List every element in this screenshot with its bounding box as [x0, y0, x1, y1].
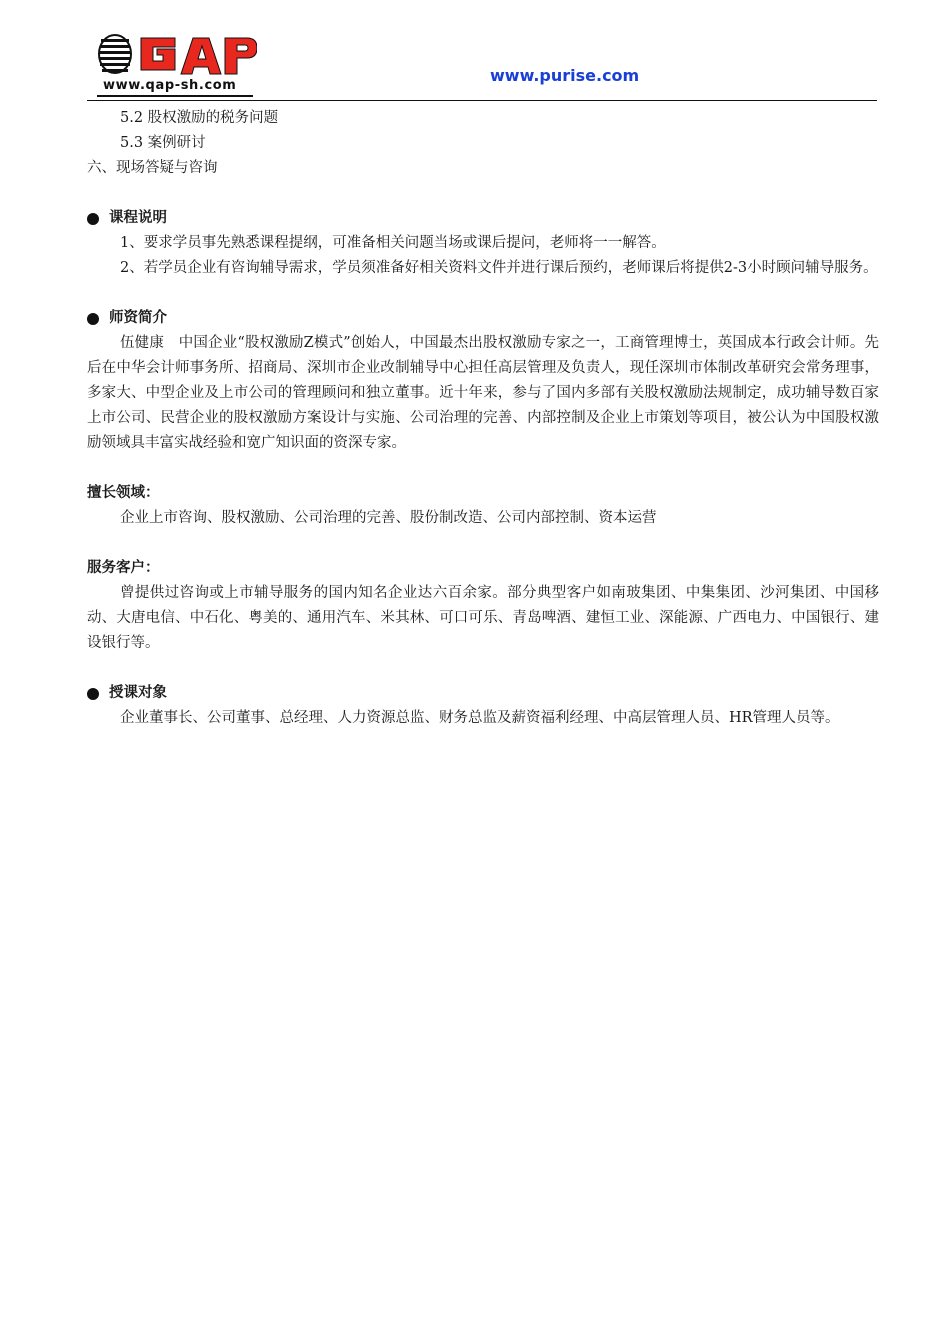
- teacher-heading: [87, 306, 879, 331]
- outline-item: 5.2 股权激励的税务问题: [120, 110, 279, 126]
- header-divider: [87, 100, 877, 101]
- course-notes-title: 课程说明: [109, 210, 167, 226]
- course-note-2: 2、若学员企业有咨询辅导需求，学员须准备好相关资料文件并进行课后预约，老师课后将提供2-3小时顾问辅导服务。: [120, 260, 878, 276]
- audience-heading: [87, 681, 879, 706]
- audience-text: 企业董事长、公司董事、总经理、人力资源总监、财务总监及薪资福利经理、中高层管理人员、HR管理人员等。: [120, 710, 840, 726]
- gap-logo-icon: [97, 30, 257, 78]
- outline-item: 5.3 案例研讨: [120, 135, 206, 151]
- logo-underline: [97, 95, 253, 97]
- clients-heading: 服务客户：: [87, 560, 160, 576]
- audience-title: 授课对象: [109, 685, 167, 701]
- bullet-icon: [87, 688, 99, 700]
- logo-url-text: www.qap-sh.com: [103, 78, 237, 93]
- bullet-icon: [87, 313, 99, 325]
- expertise-text: 企业上市咨询、股权激励、公司治理的完善、股份制改造、公司内部控制、资本运营: [120, 510, 657, 526]
- page-header: [87, 24, 877, 102]
- site-url-link[interactable]: www.purise.com: [490, 66, 640, 85]
- document-body: [87, 106, 879, 731]
- bullet-icon: [87, 213, 99, 225]
- course-notes-heading: [87, 206, 879, 231]
- clients-text: 曾提供过咨询或上市辅导服务的国内知名企业达六百余家。部分典型客户如南玻集团、中集集团、沙河集团、中国移动、大唐电信、中石化、粤美的、通用汽车、米其林、可口可乐、青岛啤酒、建恒工业、深能源、广西电力、中国银行、建设银行等。: [87, 585, 879, 651]
- outline-section-six: 六、现场答疑与咨询: [87, 160, 218, 176]
- course-note-1: 1、要求学员事先熟悉课程提纲，可准备相关问题当场或课后提问，老师将一一解答。: [120, 235, 666, 251]
- teacher-bio: 伍健康 中国企业“股权激励Z模式”创始人，中国最杰出股权激励专家之一，工商管理博士，英国成本行政会计师。先后在中华会计师事务所、招商局、深圳市企业改制辅导中心担任高层管理及负责人，现任深圳市体制改革研究会常务理事，多家大、中型企业及上市公司的管理顾问和独立董事。近十年来，参与了国内多部有关股权激励法规制定，成功辅导数百家上市公司、民营企业的股权激励方案设计与实施、公司治理的完善、内部控制及企业上市策划等项目，被公认为中国股权激励领域具丰富实战经验和宽广知识面的资深专家。: [87, 335, 879, 451]
- teacher-title: 师资简介: [109, 310, 167, 326]
- expertise-heading: 擅长领域：: [87, 485, 160, 501]
